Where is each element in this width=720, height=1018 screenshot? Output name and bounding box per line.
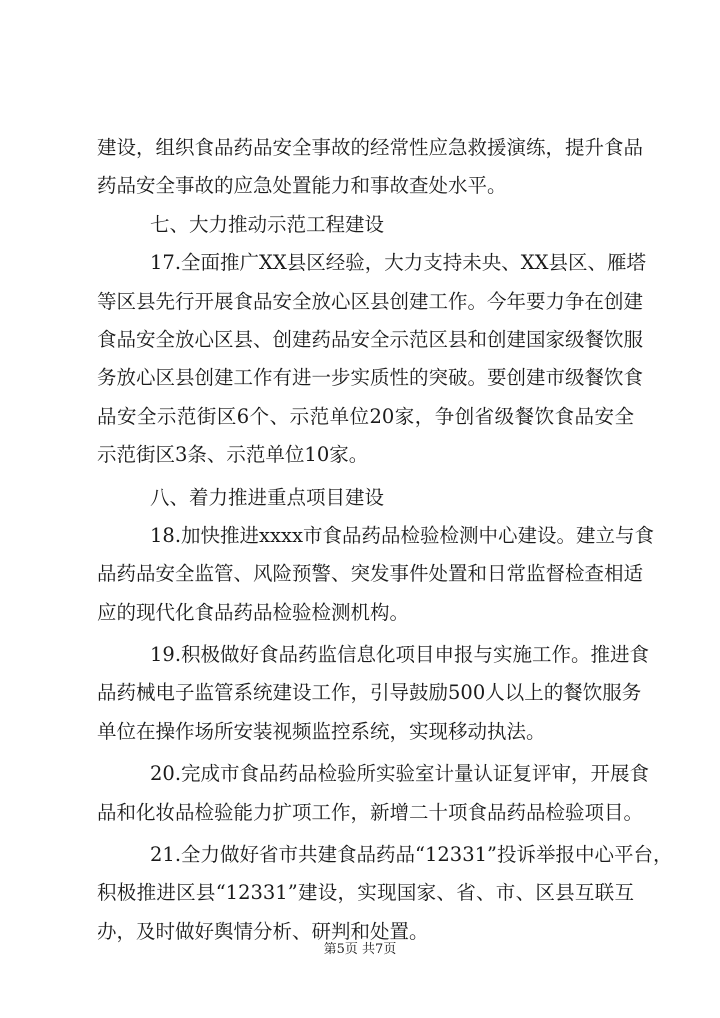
text-line: 应的现代化食品药品检验检测机构。 — [97, 600, 410, 624]
text-line: 17.全面推广XX县区经验，大力支持未央、XX县区、雁塔 — [150, 251, 647, 275]
text-line: 品药品安全监管、风险预警、突发事件处置和日常监督检查相适 — [97, 562, 644, 586]
page-number: 第5页 共7页 — [323, 942, 397, 957]
paragraph — [97, 129, 644, 206]
section-heading — [97, 206, 634, 244]
section-heading — [97, 479, 634, 517]
text-line: 务放心区县创建工作有进一步实质性的突破。要创建市级餐饮食 — [97, 366, 644, 390]
text-line: 20.完成市食品药品检验所实验室计量认证复评审，开展食 — [150, 762, 650, 786]
text-line: 单位在操作场所安装视频监控系统，实现移动执法。 — [97, 719, 546, 743]
text-line: 19.积极做好食品药监信息化项目申报与实施工作。推进食 — [150, 643, 650, 667]
text-line: 品药械电子监管系统建设工作，引导鼓励500人以上的餐饮服务 — [97, 681, 642, 705]
paragraph — [97, 755, 650, 832]
text-line: 建设，组织食品药品安全事故的经常性应急救援演练，提升食品 — [97, 136, 644, 159]
text-line: 品安全示范街区6个、示范单位20家，争创省级餐饮食品安全 — [97, 404, 634, 428]
text-line: 食品安全放心区县、创建药品安全示范区县和创建国家级餐饮服 — [97, 327, 644, 351]
text-line: 积极推进区县“12331”建设，实现国家、省、市、区县互联互 — [97, 881, 634, 905]
paragraph — [97, 636, 650, 751]
heading-text: 八、着力推进重点项目建设 — [150, 485, 385, 509]
heading-text: 七、大力推动示范工程建设 — [150, 212, 385, 236]
text-line: 18.加快推进xxxx市食品药品检验检测中心建设。建立与食 — [150, 523, 655, 547]
text-line: 品和化妆品检验能力扩项工作，新增二十项食品药品检验项目。 — [97, 800, 644, 824]
paragraph — [97, 244, 647, 474]
document-body — [97, 129, 673, 951]
text-line: 等区县先行开展食品安全放心区县创建工作。今年要力争在创建 — [97, 289, 644, 313]
paragraph — [97, 836, 673, 951]
paragraph — [97, 517, 655, 632]
text-line: 21.全力做好省市共建食品药品“12331”投诉举报中心平台， — [150, 843, 673, 867]
text-line: 办，及时做好舆情分析、研判和处置。 — [97, 919, 429, 943]
text-line: 示范街区3条、示范单位10家。 — [97, 443, 369, 467]
text-line: 药品安全事故的应急处置能力和事故查处水平。 — [97, 174, 507, 198]
